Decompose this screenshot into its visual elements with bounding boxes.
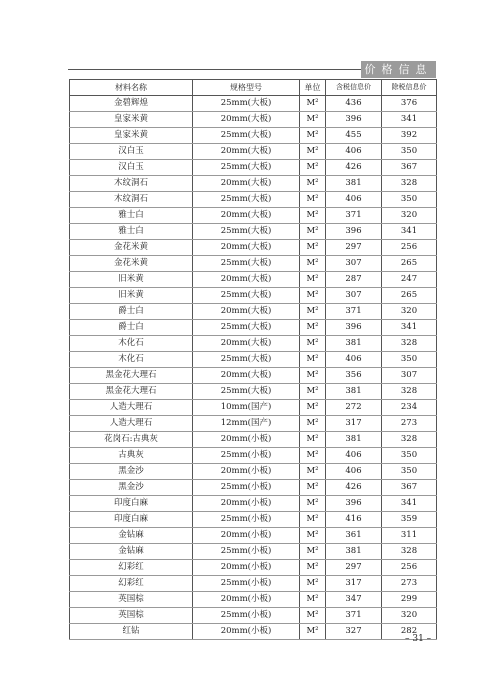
cell-tax-incl-price: 317 — [326, 576, 382, 592]
cell-tax-excl-price: 341 — [382, 112, 437, 128]
table-row — [70, 288, 437, 304]
cell-spec: 25mm(小板) — [193, 480, 300, 496]
cell-material: 木化石 — [70, 352, 193, 368]
table-row — [70, 352, 437, 368]
cell-material: 木纹洞石 — [70, 192, 193, 208]
cell-material: 幻彩红 — [70, 560, 193, 576]
table-row — [70, 176, 437, 192]
table-row — [70, 512, 437, 528]
table-row — [70, 480, 437, 496]
cell-spec: 20mm(大板) — [193, 336, 300, 352]
cell-material: 爵士白 — [70, 304, 193, 320]
cell-spec: 25mm(大板) — [193, 288, 300, 304]
cell-tax-incl-price: 426 — [326, 160, 382, 176]
cell-tax-incl-price: 287 — [326, 272, 382, 288]
cell-spec: 12mm(国产) — [193, 416, 300, 432]
cell-unit: M² — [300, 352, 326, 368]
cell-spec: 20mm(大板) — [193, 304, 300, 320]
cell-tax-incl-price: 371 — [326, 208, 382, 224]
cell-material: 人造大理石 — [70, 416, 193, 432]
cell-tax-excl-price: 341 — [382, 320, 437, 336]
cell-unit: M² — [300, 544, 326, 560]
cell-material: 旧米黄 — [70, 272, 193, 288]
cell-material: 汉白玉 — [70, 160, 193, 176]
cell-material: 旧米黄 — [70, 288, 193, 304]
cell-tax-incl-price: 297 — [326, 240, 382, 256]
cell-tax-incl-price: 396 — [326, 224, 382, 240]
col-header-material: 材料名称 — [70, 80, 193, 96]
table-row — [70, 400, 437, 416]
cell-material: 古典灰 — [70, 448, 193, 464]
cell-tax-incl-price: 272 — [326, 400, 382, 416]
cell-material: 英国棕 — [70, 592, 193, 608]
cell-unit: M² — [300, 448, 326, 464]
cell-material: 印度白麻 — [70, 512, 193, 528]
cell-spec: 25mm(大板) — [193, 320, 300, 336]
cell-spec: 20mm(大板) — [193, 272, 300, 288]
cell-tax-excl-price: 359 — [382, 512, 437, 528]
cell-tax-excl-price: 328 — [382, 384, 437, 400]
cell-tax-excl-price: 307 — [382, 368, 437, 384]
cell-unit: M² — [300, 304, 326, 320]
cell-tax-excl-price: 341 — [382, 496, 437, 512]
cell-material: 皇家米黄 — [70, 112, 193, 128]
cell-material: 爵士白 — [70, 320, 193, 336]
cell-tax-excl-price: 247 — [382, 272, 437, 288]
cell-material: 金钻麻 — [70, 528, 193, 544]
cell-unit: M² — [300, 144, 326, 160]
cell-spec: 20mm(小板) — [193, 592, 300, 608]
table-row — [70, 112, 437, 128]
cell-spec: 20mm(大板) — [193, 112, 300, 128]
cell-material: 黑金花大理石 — [70, 384, 193, 400]
cell-tax-excl-price: 320 — [382, 208, 437, 224]
cell-material: 印度白麻 — [70, 496, 193, 512]
cell-unit: M² — [300, 624, 326, 640]
cell-spec: 25mm(大板) — [193, 224, 300, 240]
cell-unit: M² — [300, 496, 326, 512]
cell-spec: 25mm(小板) — [193, 608, 300, 624]
table-row — [70, 144, 437, 160]
table-row — [70, 576, 437, 592]
cell-spec: 25mm(小板) — [193, 448, 300, 464]
cell-tax-excl-price: 328 — [382, 336, 437, 352]
cell-tax-excl-price: 328 — [382, 544, 437, 560]
cell-tax-incl-price: 361 — [326, 528, 382, 544]
cell-unit: M² — [300, 400, 326, 416]
cell-unit: M² — [300, 336, 326, 352]
cell-tax-excl-price: 265 — [382, 256, 437, 272]
cell-material: 木纹洞石 — [70, 176, 193, 192]
cell-tax-excl-price: 311 — [382, 528, 437, 544]
table-row — [70, 448, 437, 464]
cell-spec: 20mm(小板) — [193, 464, 300, 480]
cell-tax-incl-price: 406 — [326, 192, 382, 208]
cell-material: 金碧辉煌 — [70, 96, 193, 112]
cell-unit: M² — [300, 464, 326, 480]
cell-tax-excl-price: 328 — [382, 432, 437, 448]
table-row — [70, 592, 437, 608]
table-row — [70, 192, 437, 208]
cell-tax-excl-price: 350 — [382, 448, 437, 464]
cell-unit: M² — [300, 96, 326, 112]
cell-material: 皇家米黄 — [70, 128, 193, 144]
cell-tax-incl-price: 327 — [326, 624, 382, 640]
cell-spec: 20mm(大板) — [193, 208, 300, 224]
cell-tax-incl-price: 436 — [326, 96, 382, 112]
cell-unit: M² — [300, 160, 326, 176]
cell-tax-incl-price: 381 — [326, 336, 382, 352]
cell-tax-excl-price: 273 — [382, 416, 437, 432]
cell-tax-incl-price: 381 — [326, 384, 382, 400]
cell-unit: M² — [300, 560, 326, 576]
table-row — [70, 608, 437, 624]
cell-spec: 25mm(大板) — [193, 352, 300, 368]
cell-material: 黑金花大理石 — [70, 368, 193, 384]
cell-unit: M² — [300, 592, 326, 608]
cell-material: 人造大理石 — [70, 400, 193, 416]
cell-tax-incl-price: 307 — [326, 288, 382, 304]
price-table — [69, 79, 437, 640]
cell-unit: M² — [300, 128, 326, 144]
cell-unit: M² — [300, 112, 326, 128]
cell-tax-excl-price: 350 — [382, 144, 437, 160]
cell-unit: M² — [300, 240, 326, 256]
cell-spec: 25mm(小板) — [193, 544, 300, 560]
cell-tax-excl-price: 376 — [382, 96, 437, 112]
cell-tax-excl-price: 341 — [382, 224, 437, 240]
page-number: – 31 – — [405, 634, 432, 644]
cell-material: 黑金沙 — [70, 464, 193, 480]
table-row — [70, 416, 437, 432]
header-rule — [68, 69, 361, 70]
cell-material: 汉白玉 — [70, 144, 193, 160]
cell-tax-excl-price: 367 — [382, 480, 437, 496]
cell-tax-excl-price: 350 — [382, 192, 437, 208]
cell-tax-incl-price: 381 — [326, 544, 382, 560]
cell-unit: M² — [300, 384, 326, 400]
cell-material: 雅士白 — [70, 208, 193, 224]
table-row — [70, 320, 437, 336]
cell-material: 雅士白 — [70, 224, 193, 240]
table-row — [70, 240, 437, 256]
cell-material: 金钻麻 — [70, 544, 193, 560]
cell-unit: M² — [300, 368, 326, 384]
table-row — [70, 384, 437, 400]
cell-unit: M² — [300, 208, 326, 224]
cell-unit: M² — [300, 320, 326, 336]
cell-material: 金花米黄 — [70, 240, 193, 256]
cell-spec: 20mm(大板) — [193, 240, 300, 256]
cell-unit: M² — [300, 224, 326, 240]
cell-spec: 25mm(大板) — [193, 160, 300, 176]
cell-unit: M² — [300, 608, 326, 624]
col-header-tax-incl-price: 含税信息价 — [326, 80, 382, 96]
table-row — [70, 560, 437, 576]
cell-tax-excl-price: 256 — [382, 560, 437, 576]
table-row — [70, 96, 437, 112]
cell-tax-incl-price: 371 — [326, 608, 382, 624]
cell-tax-excl-price: 256 — [382, 240, 437, 256]
cell-tax-excl-price: 273 — [382, 576, 437, 592]
cell-spec: 20mm(大板) — [193, 144, 300, 160]
table-row — [70, 304, 437, 320]
cell-tax-excl-price: 328 — [382, 176, 437, 192]
table-row — [70, 432, 437, 448]
table-row — [70, 208, 437, 224]
cell-spec: 25mm(大板) — [193, 96, 300, 112]
cell-tax-excl-price: 265 — [382, 288, 437, 304]
table-body — [70, 96, 437, 640]
cell-unit: M² — [300, 192, 326, 208]
col-header-unit: 单位 — [300, 80, 326, 96]
cell-tax-incl-price: 356 — [326, 368, 382, 384]
cell-spec: 20mm(小板) — [193, 560, 300, 576]
cell-material: 木化石 — [70, 336, 193, 352]
cell-spec: 25mm(大板) — [193, 384, 300, 400]
cell-spec: 20mm(小板) — [193, 624, 300, 640]
cell-unit: M² — [300, 416, 326, 432]
table-row — [70, 128, 437, 144]
cell-tax-incl-price: 426 — [326, 480, 382, 496]
cell-spec: 25mm(小板) — [193, 512, 300, 528]
table-row — [70, 368, 437, 384]
cell-spec: 20mm(小板) — [193, 432, 300, 448]
cell-spec: 20mm(小板) — [193, 496, 300, 512]
cell-spec: 20mm(大板) — [193, 368, 300, 384]
cell-tax-excl-price: 320 — [382, 304, 437, 320]
cell-spec: 25mm(小板) — [193, 576, 300, 592]
table-row — [70, 336, 437, 352]
cell-tax-incl-price: 396 — [326, 320, 382, 336]
section-title-banner: 价格信息 — [361, 61, 436, 78]
cell-spec: 25mm(大板) — [193, 128, 300, 144]
table-header-row — [70, 80, 437, 96]
table-row — [70, 224, 437, 240]
cell-material: 金花米黄 — [70, 256, 193, 272]
cell-tax-incl-price: 297 — [326, 560, 382, 576]
cell-tax-incl-price: 406 — [326, 352, 382, 368]
cell-unit: M² — [300, 272, 326, 288]
cell-tax-incl-price: 455 — [326, 128, 382, 144]
cell-unit: M² — [300, 288, 326, 304]
cell-spec: 20mm(小板) — [193, 528, 300, 544]
cell-tax-incl-price: 406 — [326, 464, 382, 480]
cell-spec: 20mm(大板) — [193, 176, 300, 192]
table-row — [70, 528, 437, 544]
cell-spec: 10mm(国产) — [193, 400, 300, 416]
cell-tax-incl-price: 307 — [326, 256, 382, 272]
cell-tax-excl-price: 320 — [382, 608, 437, 624]
cell-tax-incl-price: 371 — [326, 304, 382, 320]
table-row — [70, 272, 437, 288]
cell-tax-incl-price: 317 — [326, 416, 382, 432]
cell-material: 花岗石:古典灰 — [70, 432, 193, 448]
cell-tax-incl-price: 406 — [326, 448, 382, 464]
cell-tax-incl-price: 381 — [326, 176, 382, 192]
table-row — [70, 256, 437, 272]
cell-unit: M² — [300, 576, 326, 592]
cell-tax-incl-price: 406 — [326, 144, 382, 160]
cell-unit: M² — [300, 176, 326, 192]
cell-tax-excl-price: 350 — [382, 464, 437, 480]
table-row — [70, 624, 437, 640]
cell-unit: M² — [300, 528, 326, 544]
cell-tax-excl-price: 282 — [382, 624, 437, 640]
col-header-spec: 规格型号 — [193, 80, 300, 96]
table-row — [70, 160, 437, 176]
cell-spec: 25mm(大板) — [193, 256, 300, 272]
cell-unit: M² — [300, 432, 326, 448]
cell-spec: 25mm(大板) — [193, 192, 300, 208]
table-row — [70, 544, 437, 560]
cell-tax-incl-price: 396 — [326, 496, 382, 512]
cell-tax-excl-price: 299 — [382, 592, 437, 608]
cell-tax-incl-price: 381 — [326, 432, 382, 448]
cell-material: 幻彩红 — [70, 576, 193, 592]
cell-tax-excl-price: 234 — [382, 400, 437, 416]
cell-tax-incl-price: 416 — [326, 512, 382, 528]
cell-tax-incl-price: 396 — [326, 112, 382, 128]
cell-material: 黑金沙 — [70, 480, 193, 496]
col-header-tax-excl-price: 除税信息价 — [382, 80, 437, 96]
cell-unit: M² — [300, 480, 326, 496]
cell-tax-excl-price: 350 — [382, 352, 437, 368]
cell-material: 英国棕 — [70, 608, 193, 624]
table-row — [70, 496, 437, 512]
cell-unit: M² — [300, 512, 326, 528]
table-row — [70, 464, 437, 480]
cell-tax-excl-price: 392 — [382, 128, 437, 144]
cell-unit: M² — [300, 256, 326, 272]
cell-tax-incl-price: 347 — [326, 592, 382, 608]
cell-material: 红钻 — [70, 624, 193, 640]
cell-tax-excl-price: 367 — [382, 160, 437, 176]
